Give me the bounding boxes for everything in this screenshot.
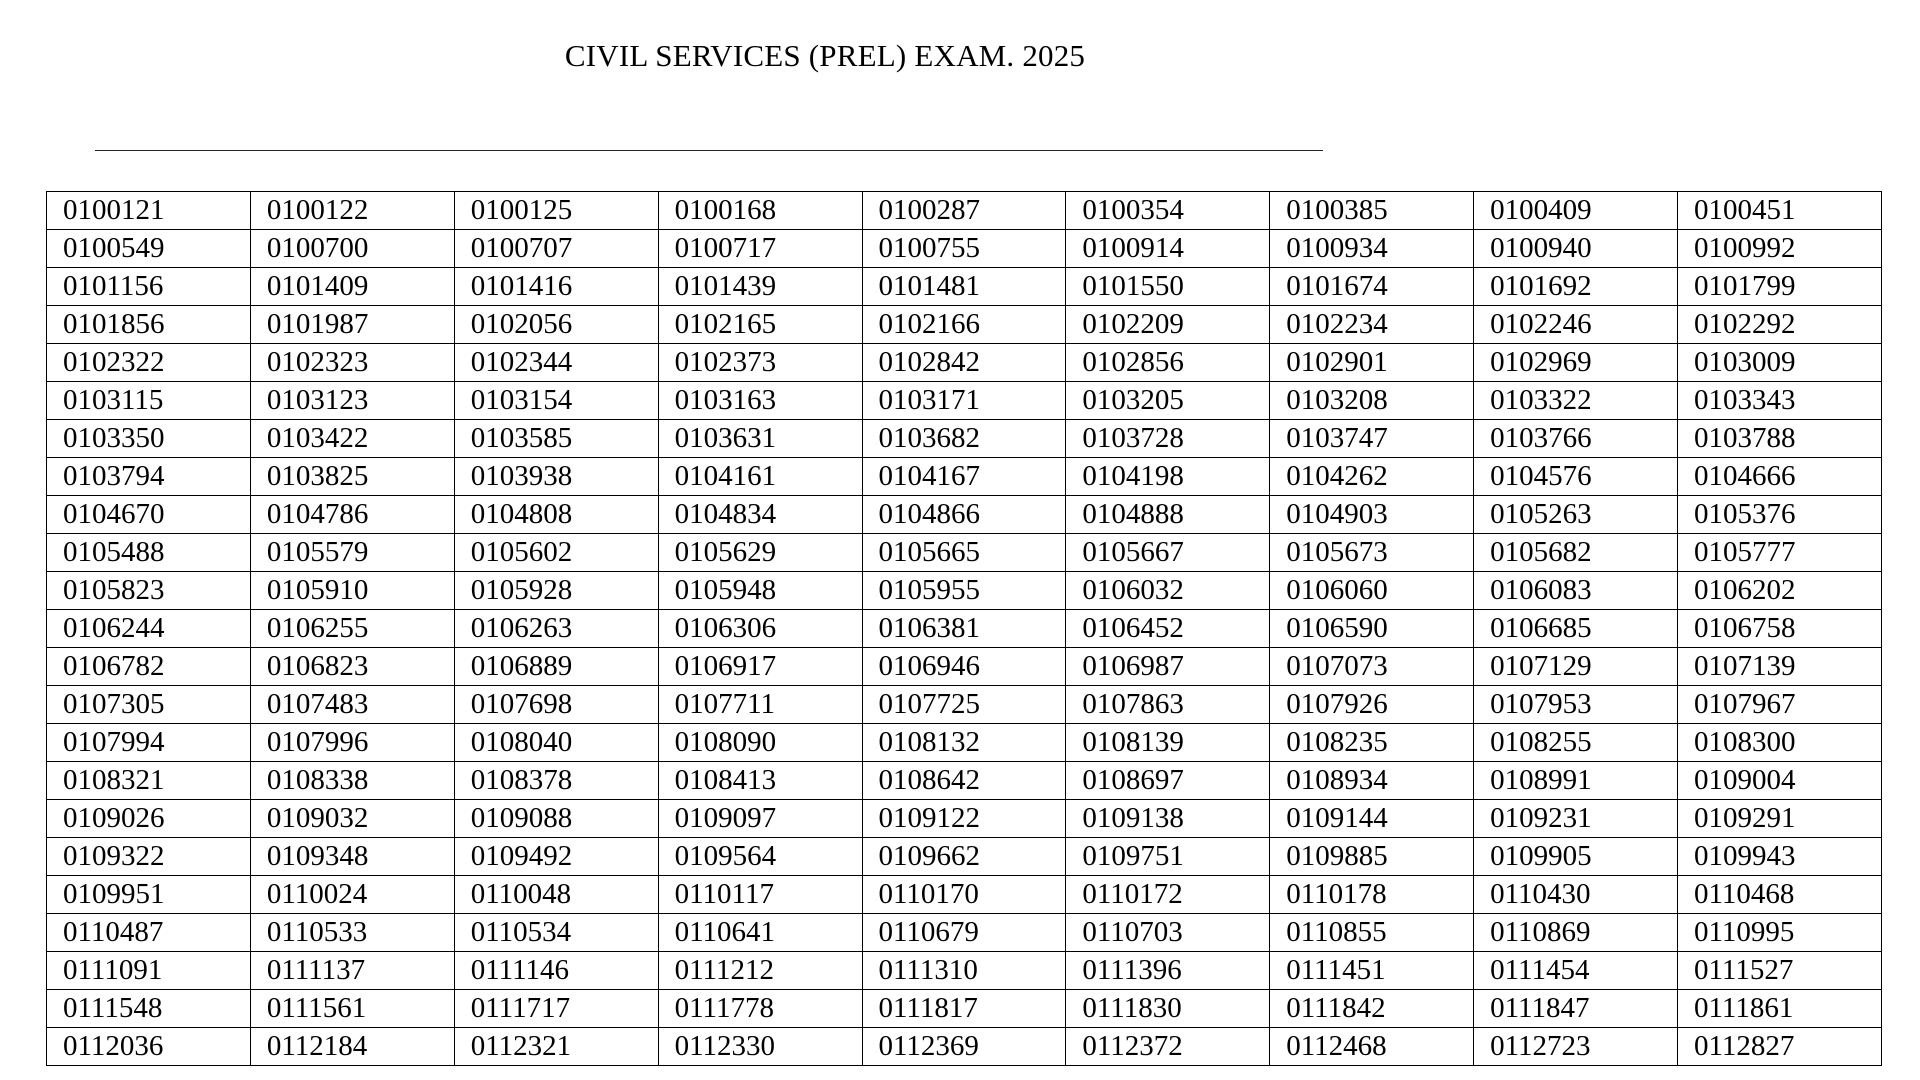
roll-number-cell: 0106685 bbox=[1474, 610, 1678, 648]
roll-number-cell: 0105667 bbox=[1066, 534, 1270, 572]
roll-number-cell: 0109322 bbox=[47, 838, 251, 876]
roll-number-cell: 0104808 bbox=[454, 496, 658, 534]
roll-number-cell: 0102209 bbox=[1066, 306, 1270, 344]
roll-number-cell: 0103115 bbox=[47, 382, 251, 420]
roll-number-cell: 0101799 bbox=[1678, 268, 1882, 306]
roll-number-cell: 0108338 bbox=[250, 762, 454, 800]
roll-number-cell: 0106889 bbox=[454, 648, 658, 686]
roll-number-cell: 0111847 bbox=[1474, 990, 1678, 1028]
roll-number-cell: 0104161 bbox=[658, 458, 862, 496]
roll-number-cell: 0112184 bbox=[250, 1028, 454, 1066]
roll-number-cell: 0110855 bbox=[1270, 914, 1474, 952]
roll-number-cell: 0102056 bbox=[454, 306, 658, 344]
roll-number-cell: 0101692 bbox=[1474, 268, 1678, 306]
table-row bbox=[47, 876, 1882, 914]
roll-number-cell: 0100354 bbox=[1066, 192, 1270, 230]
roll-number-table bbox=[46, 191, 1882, 1066]
roll-number-cell: 0110533 bbox=[250, 914, 454, 952]
roll-number-cell: 0103766 bbox=[1474, 420, 1678, 458]
roll-number-cell: 0107305 bbox=[47, 686, 251, 724]
roll-number-cell: 0106244 bbox=[47, 610, 251, 648]
roll-number-cell: 0104903 bbox=[1270, 496, 1474, 534]
roll-number-cell: 0104834 bbox=[658, 496, 862, 534]
roll-number-cell: 0109751 bbox=[1066, 838, 1270, 876]
roll-number-cell: 0104866 bbox=[862, 496, 1066, 534]
roll-number-cell: 0104576 bbox=[1474, 458, 1678, 496]
roll-number-cell: 0100549 bbox=[47, 230, 251, 268]
roll-number-cell: 0103728 bbox=[1066, 420, 1270, 458]
roll-number-cell: 0108235 bbox=[1270, 724, 1474, 762]
roll-number-cell: 0102969 bbox=[1474, 344, 1678, 382]
roll-number-cell: 0109564 bbox=[658, 838, 862, 876]
table-row bbox=[47, 724, 1882, 762]
roll-number-cell: 0100940 bbox=[1474, 230, 1678, 268]
roll-number-cell: 0111527 bbox=[1678, 952, 1882, 990]
table-row bbox=[47, 230, 1882, 268]
roll-number-cell: 0106306 bbox=[658, 610, 862, 648]
roll-number-cell: 0111137 bbox=[250, 952, 454, 990]
roll-number-cell: 0102901 bbox=[1270, 344, 1474, 382]
table-row bbox=[47, 1028, 1882, 1066]
roll-number-cell: 0102166 bbox=[862, 306, 1066, 344]
roll-number-cell: 0103631 bbox=[658, 420, 862, 458]
roll-number-cell: 0105376 bbox=[1678, 496, 1882, 534]
table-row bbox=[47, 192, 1882, 230]
roll-number-cell: 0109492 bbox=[454, 838, 658, 876]
roll-number-cell: 0110641 bbox=[658, 914, 862, 952]
table-row bbox=[47, 306, 1882, 344]
roll-number-cell: 0109088 bbox=[454, 800, 658, 838]
table-row bbox=[47, 990, 1882, 1028]
roll-number-cell: 0105823 bbox=[47, 572, 251, 610]
roll-number-cell: 0104786 bbox=[250, 496, 454, 534]
roll-number-cell: 0106590 bbox=[1270, 610, 1474, 648]
table-row bbox=[47, 420, 1882, 458]
roll-number-cell: 0105579 bbox=[250, 534, 454, 572]
roll-number-cell: 0103343 bbox=[1678, 382, 1882, 420]
roll-number-cell: 0105682 bbox=[1474, 534, 1678, 572]
roll-number-cell: 0103154 bbox=[454, 382, 658, 420]
roll-number-cell: 0110170 bbox=[862, 876, 1066, 914]
roll-number-cell: 0101409 bbox=[250, 268, 454, 306]
table-row bbox=[47, 686, 1882, 724]
roll-number-cell: 0101550 bbox=[1066, 268, 1270, 306]
roll-number-cell: 0107994 bbox=[47, 724, 251, 762]
roll-number-cell: 0102842 bbox=[862, 344, 1066, 382]
roll-number-cell: 0102373 bbox=[658, 344, 862, 382]
roll-number-cell: 0112321 bbox=[454, 1028, 658, 1066]
roll-number-cell: 0110703 bbox=[1066, 914, 1270, 952]
roll-number-cell: 0111310 bbox=[862, 952, 1066, 990]
roll-number-cell: 0100121 bbox=[47, 192, 251, 230]
roll-number-cell: 0112036 bbox=[47, 1028, 251, 1066]
roll-number-cell: 0110679 bbox=[862, 914, 1066, 952]
roll-number-cell: 0109144 bbox=[1270, 800, 1474, 838]
roll-number-cell: 0111561 bbox=[250, 990, 454, 1028]
roll-number-cell: 0108321 bbox=[47, 762, 251, 800]
roll-number-cell: 0100914 bbox=[1066, 230, 1270, 268]
table-row bbox=[47, 838, 1882, 876]
roll-number-cell: 0108413 bbox=[658, 762, 862, 800]
roll-number-cell: 0111548 bbox=[47, 990, 251, 1028]
roll-number-cell: 0103171 bbox=[862, 382, 1066, 420]
roll-number-cell: 0103350 bbox=[47, 420, 251, 458]
roll-number-cell: 0106060 bbox=[1270, 572, 1474, 610]
roll-number-cell: 0106083 bbox=[1474, 572, 1678, 610]
roll-number-cell: 0107926 bbox=[1270, 686, 1474, 724]
roll-number-cell: 0112827 bbox=[1678, 1028, 1882, 1066]
roll-number-cell: 0108040 bbox=[454, 724, 658, 762]
roll-number-cell: 0112372 bbox=[1066, 1028, 1270, 1066]
roll-number-cell: 0110534 bbox=[454, 914, 658, 952]
roll-number-cell: 0103794 bbox=[47, 458, 251, 496]
roll-number-cell: 0100755 bbox=[862, 230, 1066, 268]
roll-number-cell: 0103422 bbox=[250, 420, 454, 458]
page-title: CIVIL SERVICES (PREL) EXAM. 2025 bbox=[564, 38, 1086, 73]
roll-number-cell: 0109231 bbox=[1474, 800, 1678, 838]
roll-number-cell: 0109138 bbox=[1066, 800, 1270, 838]
roll-number-cell: 0112369 bbox=[862, 1028, 1066, 1066]
roll-number-cell: 0109951 bbox=[47, 876, 251, 914]
roll-number-cell: 0109348 bbox=[250, 838, 454, 876]
roll-number-cell: 0100451 bbox=[1678, 192, 1882, 230]
roll-number-table-body bbox=[47, 192, 1882, 1066]
roll-number-cell: 0112723 bbox=[1474, 1028, 1678, 1066]
roll-number-cell: 0108255 bbox=[1474, 724, 1678, 762]
roll-number-cell: 0109122 bbox=[862, 800, 1066, 838]
roll-number-cell: 0107698 bbox=[454, 686, 658, 724]
roll-number-cell: 0100717 bbox=[658, 230, 862, 268]
table-row bbox=[47, 762, 1882, 800]
roll-number-cell: 0105910 bbox=[250, 572, 454, 610]
roll-number-cell: 0108934 bbox=[1270, 762, 1474, 800]
roll-number-cell: 0102234 bbox=[1270, 306, 1474, 344]
roll-number-cell: 0105488 bbox=[47, 534, 251, 572]
roll-number-cell: 0105928 bbox=[454, 572, 658, 610]
roll-number-cell: 0108090 bbox=[658, 724, 862, 762]
roll-number-cell: 0110172 bbox=[1066, 876, 1270, 914]
roll-number-cell: 0107953 bbox=[1474, 686, 1678, 724]
roll-number-cell: 0110117 bbox=[658, 876, 862, 914]
roll-number-cell: 0101416 bbox=[454, 268, 658, 306]
roll-number-cell: 0111830 bbox=[1066, 990, 1270, 1028]
roll-number-cell: 0103205 bbox=[1066, 382, 1270, 420]
roll-number-cell: 0102856 bbox=[1066, 344, 1270, 382]
roll-number-cell: 0104262 bbox=[1270, 458, 1474, 496]
roll-number-cell: 0105777 bbox=[1678, 534, 1882, 572]
roll-number-cell: 0106823 bbox=[250, 648, 454, 686]
roll-number-cell: 0106202 bbox=[1678, 572, 1882, 610]
roll-number-cell: 0103009 bbox=[1678, 344, 1882, 382]
roll-number-cell: 0103208 bbox=[1270, 382, 1474, 420]
roll-number-cell: 0111842 bbox=[1270, 990, 1474, 1028]
roll-number-cell: 0104888 bbox=[1066, 496, 1270, 534]
roll-number-cell: 0107863 bbox=[1066, 686, 1270, 724]
roll-number-cell: 0100992 bbox=[1678, 230, 1882, 268]
roll-number-cell: 0106758 bbox=[1678, 610, 1882, 648]
roll-number-cell: 0108378 bbox=[454, 762, 658, 800]
roll-number-cell: 0108139 bbox=[1066, 724, 1270, 762]
roll-number-cell: 0106452 bbox=[1066, 610, 1270, 648]
roll-number-cell: 0111451 bbox=[1270, 952, 1474, 990]
roll-number-cell: 0109885 bbox=[1270, 838, 1474, 876]
table-row bbox=[47, 610, 1882, 648]
roll-number-cell: 0108991 bbox=[1474, 762, 1678, 800]
roll-number-cell: 0109097 bbox=[658, 800, 862, 838]
roll-number-cell: 0105602 bbox=[454, 534, 658, 572]
roll-number-cell: 0103123 bbox=[250, 382, 454, 420]
roll-number-cell: 0111396 bbox=[1066, 952, 1270, 990]
roll-number-cell: 0101987 bbox=[250, 306, 454, 344]
roll-number-cell: 0101156 bbox=[47, 268, 251, 306]
roll-number-cell: 0107711 bbox=[658, 686, 862, 724]
roll-number-cell: 0100385 bbox=[1270, 192, 1474, 230]
roll-number-cell: 0105948 bbox=[658, 572, 862, 610]
roll-number-cell: 0109032 bbox=[250, 800, 454, 838]
roll-number-cell: 0110178 bbox=[1270, 876, 1474, 914]
table-row bbox=[47, 344, 1882, 382]
table-row bbox=[47, 496, 1882, 534]
roll-number-cell: 0105263 bbox=[1474, 496, 1678, 534]
roll-number-cell: 0104198 bbox=[1066, 458, 1270, 496]
roll-number-cell: 0110869 bbox=[1474, 914, 1678, 952]
roll-number-cell: 0107967 bbox=[1678, 686, 1882, 724]
roll-number-cell: 0102344 bbox=[454, 344, 658, 382]
roll-number-cell: 0107129 bbox=[1474, 648, 1678, 686]
roll-number-cell: 0109662 bbox=[862, 838, 1066, 876]
table-row bbox=[47, 914, 1882, 952]
roll-number-cell: 0104167 bbox=[862, 458, 1066, 496]
roll-number-cell: 0110995 bbox=[1678, 914, 1882, 952]
roll-number-cell: 0106263 bbox=[454, 610, 658, 648]
roll-number-cell: 0105665 bbox=[862, 534, 1066, 572]
roll-number-cell: 0100700 bbox=[250, 230, 454, 268]
roll-number-cell: 0103682 bbox=[862, 420, 1066, 458]
roll-number-cell: 0101674 bbox=[1270, 268, 1474, 306]
roll-number-cell: 0104670 bbox=[47, 496, 251, 534]
roll-number-cell: 0103163 bbox=[658, 382, 862, 420]
roll-number-cell: 0108132 bbox=[862, 724, 1066, 762]
roll-number-cell: 0101481 bbox=[862, 268, 1066, 306]
roll-number-cell: 0102322 bbox=[47, 344, 251, 382]
roll-number-cell: 0112330 bbox=[658, 1028, 862, 1066]
roll-number-cell: 0111212 bbox=[658, 952, 862, 990]
roll-number-cell: 0106255 bbox=[250, 610, 454, 648]
roll-number-cell: 0109026 bbox=[47, 800, 251, 838]
roll-number-cell: 0102165 bbox=[658, 306, 862, 344]
roll-number-cell: 0107483 bbox=[250, 686, 454, 724]
roll-number-cell: 0110430 bbox=[1474, 876, 1678, 914]
roll-number-cell: 0101439 bbox=[658, 268, 862, 306]
roll-number-cell: 0108697 bbox=[1066, 762, 1270, 800]
table-row bbox=[47, 382, 1882, 420]
roll-number-cell: 0107073 bbox=[1270, 648, 1474, 686]
roll-number-cell: 0111861 bbox=[1678, 990, 1882, 1028]
roll-number-cell: 0103585 bbox=[454, 420, 658, 458]
table-row bbox=[47, 952, 1882, 990]
roll-number-cell: 0101856 bbox=[47, 306, 251, 344]
roll-number-cell: 0100122 bbox=[250, 192, 454, 230]
roll-number-cell: 0106032 bbox=[1066, 572, 1270, 610]
roll-number-cell: 0109943 bbox=[1678, 838, 1882, 876]
table-row bbox=[47, 458, 1882, 496]
roll-number-cell: 0111091 bbox=[47, 952, 251, 990]
roll-number-cell: 0107725 bbox=[862, 686, 1066, 724]
roll-number-cell: 0100168 bbox=[658, 192, 862, 230]
roll-number-cell: 0102246 bbox=[1474, 306, 1678, 344]
roll-number-cell: 0109004 bbox=[1678, 762, 1882, 800]
roll-number-cell: 0111817 bbox=[862, 990, 1066, 1028]
roll-number-cell: 0105955 bbox=[862, 572, 1066, 610]
table-row bbox=[47, 648, 1882, 686]
roll-number-cell: 0110024 bbox=[250, 876, 454, 914]
roll-number-cell: 0109905 bbox=[1474, 838, 1678, 876]
roll-number-cell: 0106987 bbox=[1066, 648, 1270, 686]
title-underline bbox=[95, 150, 1323, 151]
roll-number-cell: 0106782 bbox=[47, 648, 251, 686]
roll-number-cell: 0100287 bbox=[862, 192, 1066, 230]
roll-number-cell: 0104666 bbox=[1678, 458, 1882, 496]
roll-number-cell: 0110048 bbox=[454, 876, 658, 914]
roll-number-cell: 0102323 bbox=[250, 344, 454, 382]
roll-number-cell: 0100125 bbox=[454, 192, 658, 230]
roll-number-cell: 0103788 bbox=[1678, 420, 1882, 458]
roll-number-cell: 0108642 bbox=[862, 762, 1066, 800]
roll-number-cell: 0106381 bbox=[862, 610, 1066, 648]
table-row bbox=[47, 534, 1882, 572]
roll-number-cell: 0100934 bbox=[1270, 230, 1474, 268]
roll-number-cell: 0109291 bbox=[1678, 800, 1882, 838]
roll-number-cell: 0106946 bbox=[862, 648, 1066, 686]
roll-number-cell: 0103322 bbox=[1474, 382, 1678, 420]
roll-number-cell: 0108300 bbox=[1678, 724, 1882, 762]
roll-number-cell: 0111454 bbox=[1474, 952, 1678, 990]
roll-number-cell: 0103747 bbox=[1270, 420, 1474, 458]
roll-number-cell: 0111778 bbox=[658, 990, 862, 1028]
roll-number-cell: 0100707 bbox=[454, 230, 658, 268]
roll-number-cell: 0107996 bbox=[250, 724, 454, 762]
roll-number-cell: 0110487 bbox=[47, 914, 251, 952]
roll-number-cell: 0103825 bbox=[250, 458, 454, 496]
roll-number-cell: 0111146 bbox=[454, 952, 658, 990]
roll-number-cell: 0112468 bbox=[1270, 1028, 1474, 1066]
roll-number-cell: 0111717 bbox=[454, 990, 658, 1028]
roll-number-cell: 0100409 bbox=[1474, 192, 1678, 230]
roll-number-cell: 0110468 bbox=[1678, 876, 1882, 914]
roll-number-cell: 0107139 bbox=[1678, 648, 1882, 686]
table-row bbox=[47, 572, 1882, 610]
table-row bbox=[47, 268, 1882, 306]
roll-number-cell: 0102292 bbox=[1678, 306, 1882, 344]
roll-number-cell: 0103938 bbox=[454, 458, 658, 496]
roll-number-cell: 0105629 bbox=[658, 534, 862, 572]
roll-number-cell: 0105673 bbox=[1270, 534, 1474, 572]
roll-number-cell: 0106917 bbox=[658, 648, 862, 686]
table-row bbox=[47, 800, 1882, 838]
